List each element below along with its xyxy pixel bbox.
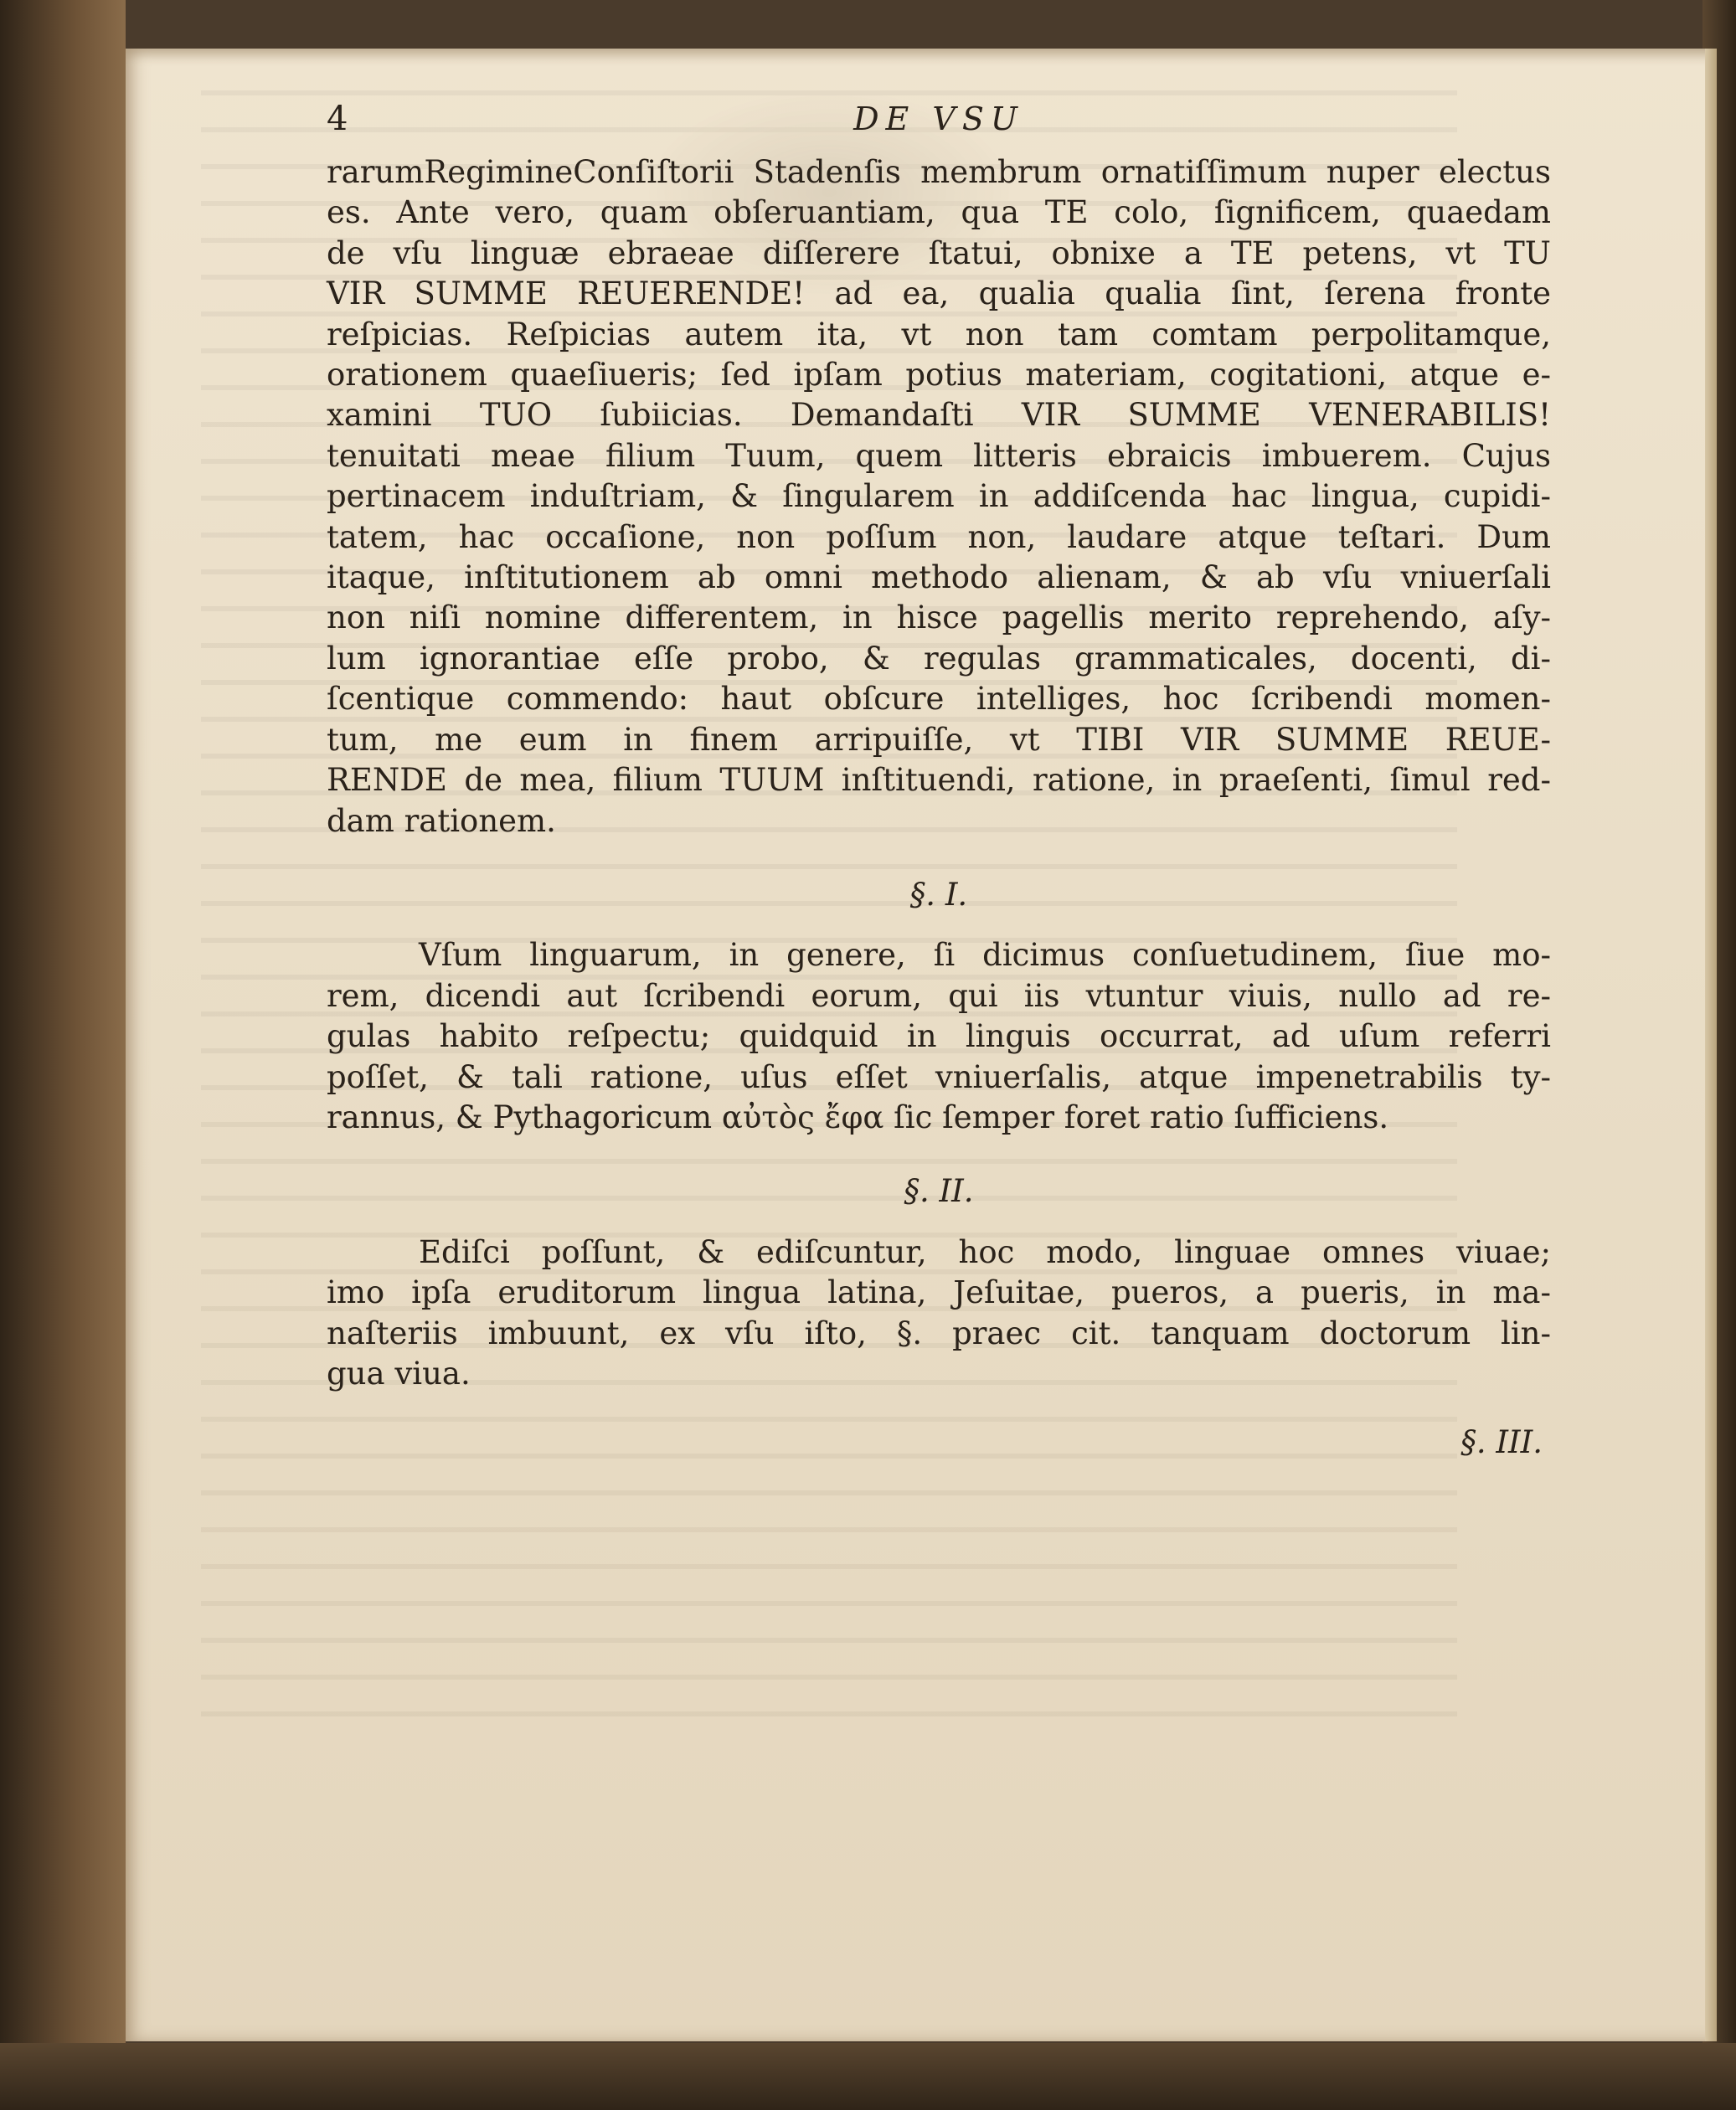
text-line: imo ipſa eruditorum lingua latina, Jeſuitae, pueros, a pueris, in ma- [327,1274,1551,1311]
intro-paragraph [327,152,1551,841]
page-text-block [327,99,1551,1464]
text-line: es. Ante vero, quam obſeruantiam, qua TE colo, ſignificem, quaedam [327,194,1551,231]
section-heading-2: §. II. [904,1173,974,1210]
text-line: xamini TUO ſubiicias. Demandaſti VIR SUMME VENERABILIS! [327,397,1551,434]
text-line: gulas habito reſpectu; quidquid in linguis occurrat, ad uſum referri [327,1018,1551,1055]
text-line: RENDE de mea, filium TUUM inſtituendi, ratione, in praeſenti, ſimul red- [327,762,1551,799]
text-line: ſcentique commendo: haut obſcure intelliges, hoc ſcribendi momen- [327,681,1551,718]
page-number: 4 [327,100,348,138]
text-line: VIR SUMME REUERENDE! ad ea, qualia qualia ſint, ſerena fronte [327,275,1551,312]
text-line: orationem quaeſiueris; ſed ipſam potius materiam, cogitationi, atque e- [327,357,1551,394]
text-line: tenuitati meae filium Tuum, quem litteris ebraicis imbuerem. Cujus [327,437,1551,474]
text-line: gua viua. [327,1355,471,1392]
text-line: lum ignorantiae eſſe probo, & regulas grammaticales, docenti, di- [327,640,1551,677]
text-line: pertinacem induſtriam, & ſingularem in addiſcenda hac lingua, cupidi- [327,478,1551,515]
text-line: non niſi nomine differentem, in hisce pagellis merito reprehendo, aſy- [327,600,1551,636]
text-line: reſpicias. Reſpicias autem ita, vt non tam comtam perpolitamque, [327,316,1551,353]
section-1-paragraph [327,935,1551,1138]
section-2-paragraph [327,1233,1551,1395]
bottom-backdrop [0,2043,1736,2110]
text-line: de vſu linguæ ebraeae diſſerere ſtatui, obnixe a TE petens, vt TU [327,234,1551,271]
text-line: rarumRegimineConſiſtorii Stadenſis membrum ornatiſſimum nuper electus [327,154,1551,190]
text-line: tatem, hac occaſione, non poſſum non, laudare atque teſtari. Dum [327,518,1551,555]
text-line: rannus, & Pythagoricum αὐτὸς ἔφα ſic ſemper foret ratio ſufficiens. [327,1099,1389,1135]
page-header [327,99,1551,152]
text-line: poſſet, & tali ratione, uſus eſſet vniuerſalis, atque impenetrabilis ty- [327,1058,1551,1095]
page-edge [1705,49,1717,2041]
text-line: Ediſci poſſunt, & ediſcuntur, hoc modo, linguae omnes viuae; [419,1233,1551,1270]
text-line: Vſum linguarum, in genere, ſi dicimus conſuetudinem, ſiue mo- [419,937,1551,974]
section-heading-1: §. I. [909,876,968,913]
text-line: naſteriis imbuunt, ex vſu iſto, §. praec cit. tanquam doctorum lin- [327,1315,1551,1351]
running-head: DE VSU [853,100,1024,137]
text-line: rem, dicendi aut ſcribendi eorum, qui iis vtuntur viuis, nullo ad re- [327,977,1551,1014]
text-line: itaque, inſtitutionem ab omni methodo alienam, & ab vſu vniuerſali [327,559,1551,596]
catchword: §. III. [1460,1424,1543,1461]
text-line: dam rationem. [327,802,556,839]
text-line: tum, me eum in finem arripuiſſe, vt TIBI VIR SUMME REUE- [327,721,1551,758]
book-spine-shadow [0,0,126,2110]
